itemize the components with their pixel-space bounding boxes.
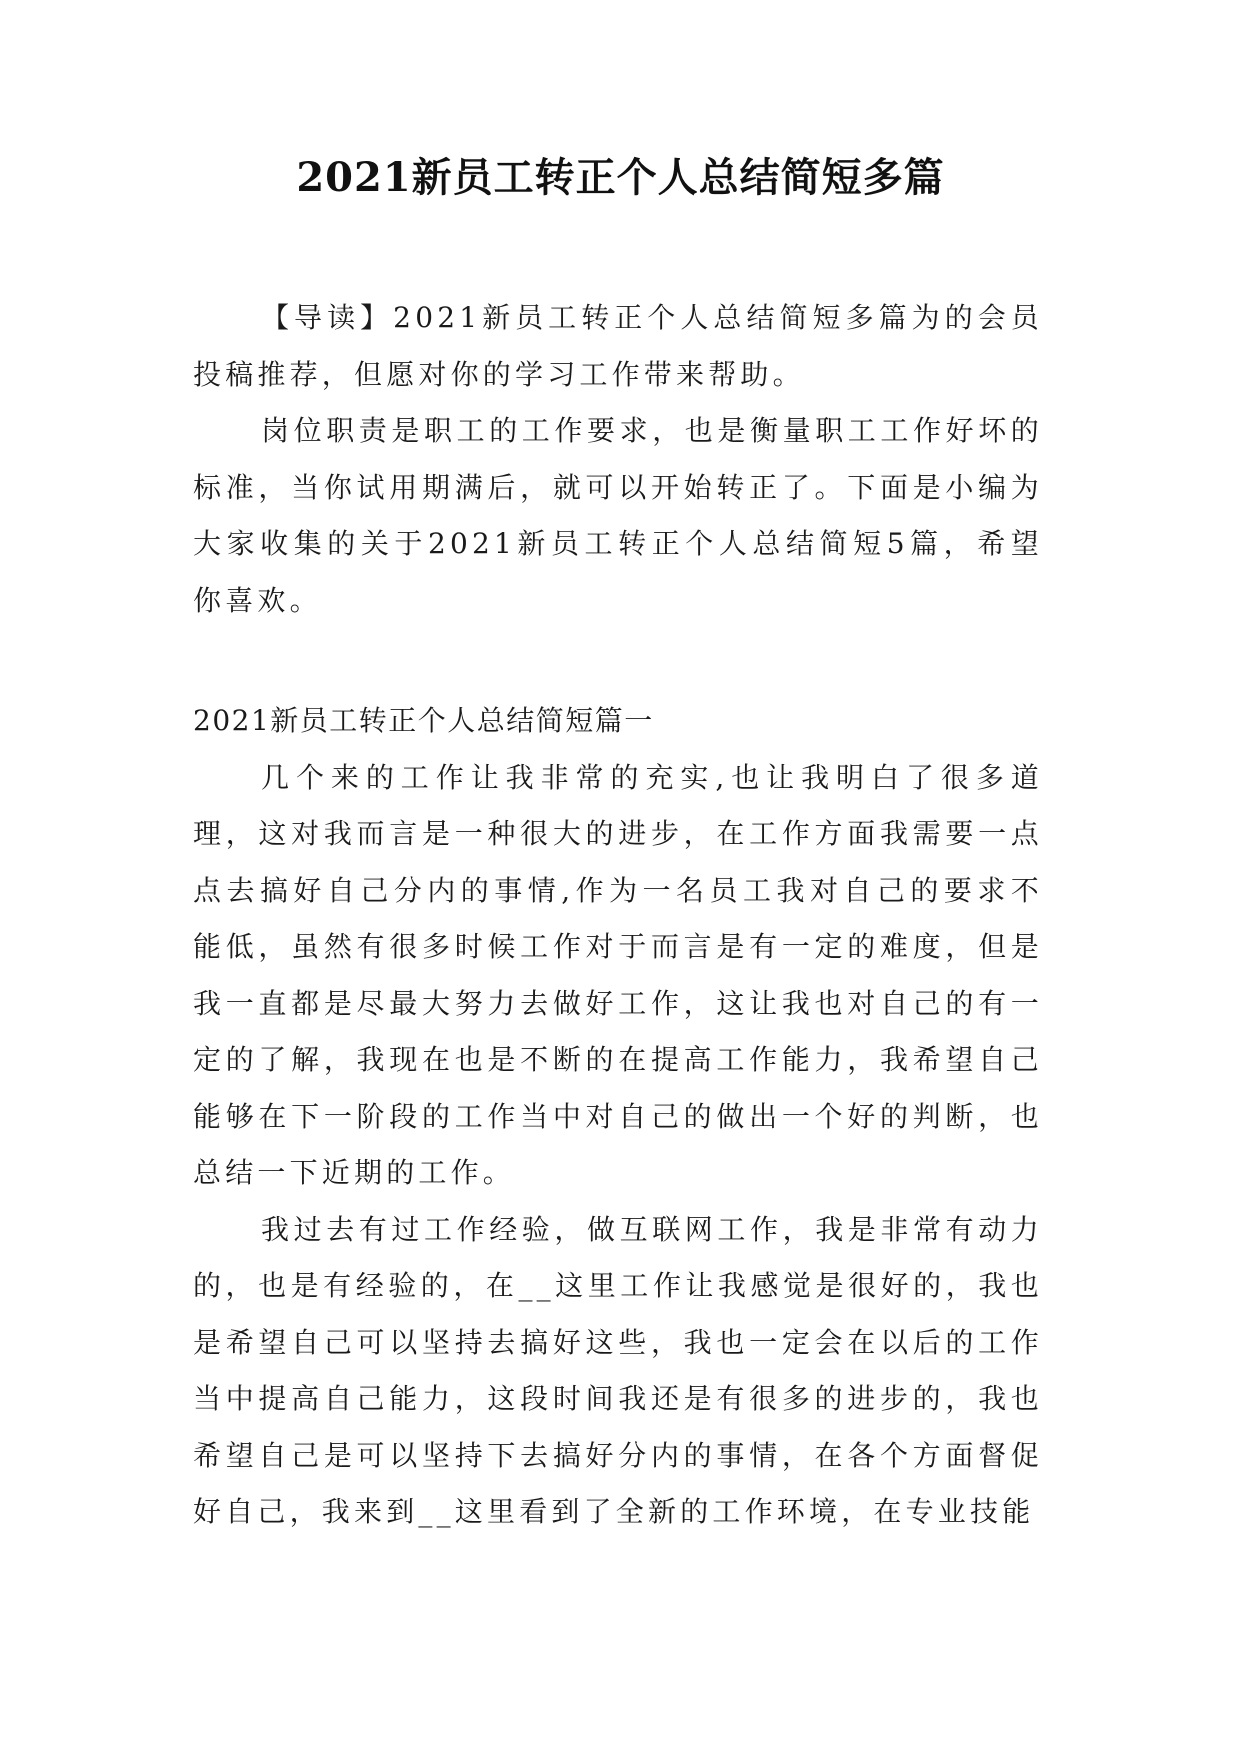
intro-section [193,290,1043,629]
document-title: 2021新员工转正个人总结简短多篇 [296,154,945,201]
intro-paragraph-lead: 【导读】2021新员工转正个人总结简短多篇为的会员投稿推荐，但愿对你的学习工作带来帮助。 [193,301,1043,391]
section-paragraph-1: 几个来的工作让我非常的充实,也让我明白了很多道理，这对我而言是一种很大的进步，在工作方面我需要一点点去搞好自己分内的事情,作为一名员工我对自己的要求不能低，虽然有很多时候工作对于而言是有一定的难度，但是我一直都是尽最大努力去做好工作，这让我也对自己的有一定的了解，我现在也是不断的在提高工作能力，我希望自己能够在下一阶段的工作当中对自己的做出一个好的判断，也总结一下近期的工作。 [193,760,1043,1189]
section-one [193,693,1043,1541]
section-heading: 2021新员工转正个人总结简短篇一 [193,704,654,737]
intro-paragraph-description: 岗位职责是职工的工作要求，也是衡量职工工作好坏的标准，当你试用期满后，就可以开始转正了。下面是小编为大家收集的关于2021新员工转正个人总结简短5篇，希望你喜欢。 [193,414,1043,617]
section-paragraph-2: 我过去有过工作经验，做互联网工作，我是非常有动力的，也是有经验的，在__这里工作让我感觉是很好的，我也是希望自己可以坚持去搞好这些，我也一定会在以后的工作当中提高自己能力，这段时间我还是有很多的进步的，我也希望自己是可以坚持下去搞好分内的事情，在各个方面督促好自己，我来到__这里看到了全新的工作环境，在专业技能 [193,1212,1043,1528]
